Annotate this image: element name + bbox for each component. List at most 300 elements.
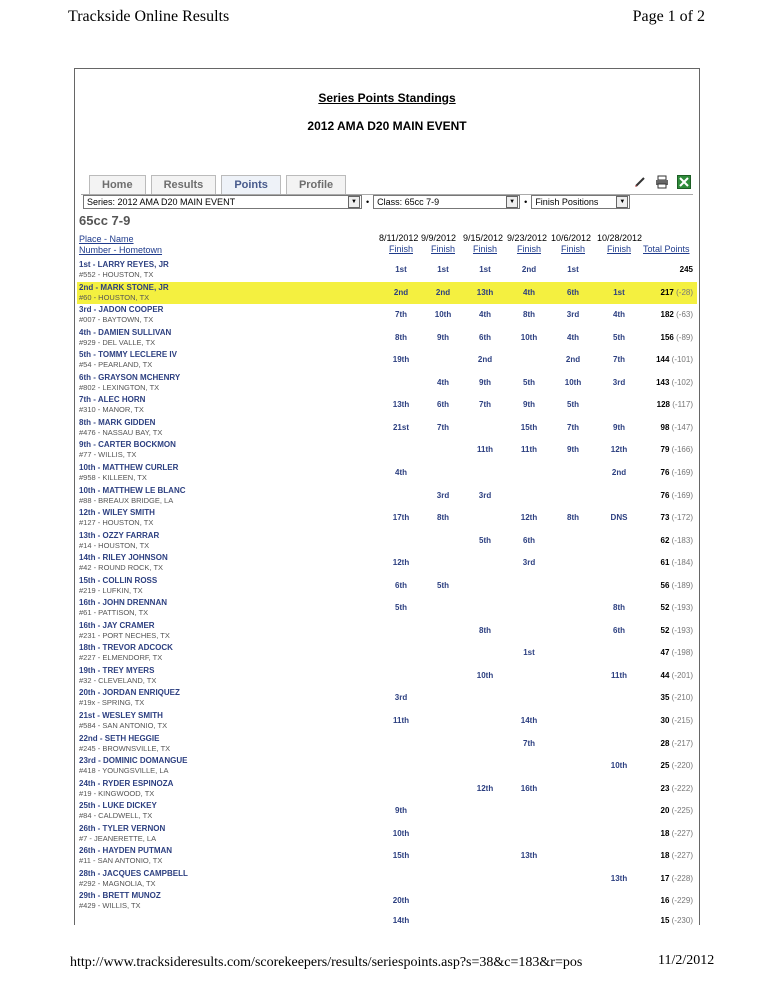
table-row (77, 845, 697, 867)
points-behind-leader: (-215) (671, 716, 693, 725)
finish-position-cell: 8th (523, 310, 535, 320)
finish-position-cell: 5th (437, 580, 449, 590)
rider-name-link[interactable]: 6th - GRAYSON MCHENRY (79, 372, 181, 382)
finish-position-cell: 7th (479, 400, 491, 410)
points-value: 182 (660, 310, 674, 320)
finish-position-cell: 2nd (393, 287, 409, 297)
total-points-cell (613, 603, 693, 612)
total-points-cell (613, 896, 693, 905)
total-points-cell (613, 693, 693, 702)
finish-position-cell: 16th (520, 783, 538, 793)
rider-number-hometown: #14 - HOUSTON, TX (79, 540, 150, 550)
table-row (77, 665, 697, 687)
finish-column-header[interactable]: Finish (430, 244, 455, 254)
series-select[interactable] (83, 195, 362, 209)
rider-name-link[interactable]: 25th - LUKE DICKEY (79, 801, 157, 811)
rider-number-hometown: #7 - JEANERETTE, LA (79, 833, 157, 843)
place-name-header[interactable]: Place - Name (79, 234, 134, 244)
finish-position-cell: 1st (437, 265, 449, 274)
series-title: 2012 AMA D20 MAIN EVENT (307, 119, 467, 133)
event-date-header: 9/15/2012 (463, 233, 504, 243)
total-points-cell (613, 648, 693, 657)
finish-position-cell: 11th (520, 445, 537, 455)
finish-position-cell: 8th (437, 513, 449, 523)
finish-position-cell: 6th (437, 400, 449, 410)
finish-position-cell: 1st (395, 265, 407, 274)
page-title: Series Points Standings (318, 91, 456, 105)
finish-position-cell: 2nd (521, 265, 537, 274)
finish-position-cell: 4th (613, 310, 625, 320)
finish-position-cell: 8th (613, 603, 625, 613)
points-behind-leader: (-101) (671, 355, 693, 365)
points-behind-leader: (-228) (671, 873, 693, 883)
finish-position-cell: 10th (564, 377, 582, 387)
finish-position-cell: 17th (392, 513, 410, 523)
finish-position-cell: 13th (392, 400, 410, 410)
finish-position-cell: 1st (613, 287, 625, 297)
points-value: 28 (660, 738, 670, 748)
points-behind-leader: (-63) (676, 310, 693, 320)
series-select-value: Series: 2012 AMA D20 MAIN EVENT (87, 197, 236, 207)
rider-number-hometown: #231 - PORT NECHES, TX (79, 630, 170, 640)
rider-number-hometown: #802 - LEXINGTON, TX (79, 382, 160, 392)
chevron-down-icon: ▼ (616, 196, 628, 208)
rider-number-hometown: #227 - ELMENDORF, TX (79, 653, 163, 663)
finish-position-cell: 1st (479, 265, 491, 274)
points-value: 18 (660, 828, 670, 838)
finish-position-cell: 3rd (612, 377, 626, 387)
rider-name-link[interactable]: 20th - JORDAN ENRIQUEZ (79, 688, 180, 698)
points-behind-leader: (-227) (671, 851, 693, 861)
finish-column-header[interactable]: Finish (606, 244, 631, 254)
finish-position-cell: 4th (567, 332, 579, 342)
separator-dot: • (524, 197, 528, 207)
finish-position-cell: 12th (476, 783, 494, 793)
finish-position-cell: 1st (567, 265, 579, 274)
points-behind-leader: (-183) (671, 535, 693, 545)
points-value: 217 (660, 287, 674, 297)
finish-position-cell: 7th (567, 422, 579, 432)
event-date-header: 10/6/2012 (551, 233, 592, 243)
printer-icon[interactable] (655, 175, 669, 189)
table-row (77, 733, 697, 755)
total-points-cell (613, 874, 693, 883)
rider-number-hometown: #88 - BREAUX BRIDGE, LA (79, 495, 174, 505)
table-row (77, 823, 697, 845)
finish-position-cell: 10th (434, 310, 452, 320)
finish-position-cell: 11th (476, 445, 493, 455)
total-points-cell (613, 445, 693, 454)
points-behind-leader: (-89) (676, 332, 693, 342)
finish-position-cell: 12th (392, 558, 410, 568)
points-behind-leader: (-166) (671, 445, 693, 455)
tab-profile[interactable]: Profile (286, 175, 346, 196)
rider-name-link[interactable]: 28th - JACQUES CAMPBELL (79, 868, 188, 878)
finish-position-cell: 8th (479, 625, 491, 635)
rider-name-link[interactable]: 22nd - SETH HEGGIE (79, 733, 160, 743)
points-value: 16 (660, 896, 670, 906)
event-date-header: 9/9/2012 (421, 233, 457, 243)
event-date-header: 9/23/2012 (507, 233, 548, 243)
excel-icon[interactable] (677, 175, 691, 189)
table-row (77, 394, 697, 416)
points-behind-leader: (-28) (676, 287, 693, 297)
points-value: 245 (679, 265, 693, 274)
table-row (77, 282, 697, 304)
finish-position-cell: 3rd (394, 693, 408, 703)
rider-name-link[interactable]: 16th - JAY CRAMER (79, 620, 155, 630)
table-row (77, 913, 697, 925)
event-date-header: 8/11/2012 (379, 233, 419, 243)
finish-column-header[interactable]: Finish (388, 244, 413, 254)
table-row (77, 710, 697, 732)
total-points-cell (613, 716, 693, 725)
table-row (77, 462, 697, 484)
print-footer-url: http://www.tracksideresults.com/scorekeepers/results/seriespoints.asp?s=38&c=183&r=pos (70, 955, 583, 970)
print-header-title: Trackside Online Results (68, 8, 230, 25)
table-row (77, 575, 697, 597)
rider-name-link[interactable]: 19th - TREY MYERS (79, 665, 155, 675)
rider-number-hometown: #310 - MANOR, TX (79, 405, 144, 415)
table-row (77, 439, 697, 461)
points-behind-leader: (-227) (671, 828, 693, 838)
points-value: 17 (660, 873, 670, 883)
finish-position-cell: 15th (392, 851, 410, 861)
tab-results[interactable]: Results (151, 175, 217, 196)
table-row (77, 800, 697, 822)
rider-number-hometown: #584 - SAN ANTONIO, TX (79, 721, 168, 730)
finish-position-cell: 9th (613, 422, 625, 432)
total-points-cell (613, 581, 693, 590)
points-behind-leader: (-102) (671, 377, 693, 387)
points-behind-leader: (-184) (671, 558, 693, 568)
finish-position-cell: 9th (395, 806, 407, 816)
finish-position-cell: 1st (523, 648, 535, 658)
total-points-cell (613, 806, 693, 815)
points-behind-leader: (-225) (671, 806, 693, 816)
table-row (77, 642, 697, 664)
points-behind-leader: (-222) (671, 783, 693, 793)
finish-position-cell: 7th (437, 422, 449, 432)
rider-name-link[interactable]: 5th - TOMMY LECLERE IV (79, 350, 177, 360)
class-select[interactable] (373, 195, 520, 209)
table-row (77, 507, 697, 529)
rider-number-hometown: #958 - KILLEEN, TX (79, 472, 147, 482)
rider-number-hometown: #127 - HOUSTON, TX (79, 518, 154, 528)
points-value: 143 (656, 377, 670, 387)
finish-position-cell: 5th (613, 332, 625, 342)
finish-position-cell: 13th (476, 287, 494, 297)
finish-position-cell: 14th (520, 716, 538, 725)
table-row (77, 868, 697, 890)
rider-name-link[interactable]: 23rd - DOMINIC DOMANGUE (79, 756, 188, 766)
class-select-value: Class: 65cc 7-9 (377, 197, 440, 207)
separator-dot: • (366, 197, 370, 207)
chevron-down-icon: ▼ (506, 196, 518, 208)
rider-name-link[interactable]: 7th - ALEC HORN (79, 395, 146, 405)
tab-home[interactable]: Home (89, 175, 146, 196)
table-row (77, 597, 697, 619)
finish-position-cell: 11th (610, 670, 627, 680)
points-behind-leader: (-230) (671, 915, 693, 925)
table-row (77, 755, 697, 777)
table-row (77, 778, 697, 800)
points-behind-leader: (-198) (671, 648, 693, 658)
points-value: 61 (660, 558, 670, 568)
finish-position-cell: 3rd (478, 490, 492, 500)
finish-position-cell: 6th (567, 287, 579, 297)
points-value: 98 (660, 422, 670, 432)
finish-position-cell: 4th (395, 467, 407, 477)
column-header-place[interactable] (79, 234, 162, 256)
rider-name-link[interactable]: 24th - RYDER ESPINOZA (79, 778, 174, 788)
finish-position-cell: 6th (395, 580, 407, 590)
tab-points[interactable]: Points (221, 175, 281, 196)
page-frame (74, 68, 700, 925)
rider-name-link[interactable]: 26th - HAYDEN PUTMAN (79, 846, 173, 856)
finish-position-cell: 3rd (522, 558, 536, 568)
points-behind-leader: (-172) (671, 513, 693, 523)
rider-number-hometown: #292 - MAGNOLIA, TX (79, 878, 156, 888)
table-row (77, 349, 697, 371)
total-points-cell (613, 536, 693, 545)
rider-number-hometown: #476 - NASSAU BAY, TX (79, 427, 163, 437)
points-behind-leader: (-193) (671, 625, 693, 635)
points-value: 156 (660, 332, 674, 342)
points-behind-leader: (-193) (671, 603, 693, 613)
table-row (77, 327, 697, 349)
rider-name-link[interactable]: 15th - COLLIN ROSS (79, 575, 158, 585)
print-page-number: Page 1 of 2 (632, 8, 705, 25)
table-row (77, 530, 697, 552)
points-value: 25 (660, 761, 670, 771)
rider-name-link[interactable]: 18th - TREVOR ADCOCK (79, 643, 173, 653)
finish-position-cell: 10th (610, 761, 628, 771)
rider-number-hometown: #54 - PEARLAND, TX (79, 360, 153, 370)
points-behind-leader: (-189) (671, 580, 693, 590)
table-row (77, 259, 697, 281)
rider-number-hometown: #32 - CLEVELAND, TX (79, 675, 157, 685)
finish-position-cell: 8th (567, 513, 579, 523)
finish-position-cell: 10th (520, 332, 538, 342)
points-value: 73 (660, 513, 670, 523)
points-behind-leader: (-169) (671, 490, 693, 500)
points-behind-leader: (-210) (671, 693, 693, 703)
points-value: 20 (660, 806, 670, 816)
table-row (77, 687, 697, 709)
rider-name-link[interactable]: 16th - JOHN DRENNAN (79, 598, 168, 608)
rider-name-link[interactable]: 26th - TYLER VERNON (79, 823, 166, 833)
rider-number-hometown: #42 - ROUND ROCK, TX (79, 563, 164, 573)
finish-position-cell: 2nd (477, 355, 493, 365)
rider-number-hometown: #007 - BAYTOWN, TX (79, 315, 154, 325)
rider-number-hometown: #84 - CALDWELL, TX (79, 811, 153, 821)
points-behind-leader: (-147) (671, 422, 693, 432)
finish-position-cell: 2nd (611, 467, 627, 477)
points-value: 52 (660, 603, 670, 613)
rider-name-link[interactable]: 21st - WESLEY SMITH (79, 711, 163, 720)
rider-name-link[interactable]: 2nd - MARK STONE, JR (79, 282, 169, 292)
rider-name-link[interactable]: 14th - RILEY JOHNSON (79, 553, 168, 563)
rider-number-hometown: #61 - PATTISON, TX (79, 608, 149, 618)
rider-number-hometown: #60 - HOUSTON, TX (79, 292, 150, 302)
total-points-cell (613, 851, 693, 860)
rider-number-hometown: #929 - DEL VALLE, TX (79, 337, 156, 347)
table-row (77, 485, 697, 507)
finish-position-cell: 2nd (435, 287, 451, 297)
points-value: 18 (660, 851, 670, 861)
points-behind-leader: (-217) (671, 738, 693, 748)
rider-number-hometown: #19x - SPRING, TX (79, 698, 145, 708)
finish-position-cell: 21st (392, 422, 409, 432)
total-points-cell (613, 333, 693, 342)
points-value: 76 (660, 490, 670, 500)
finish-position-cell: 7th (523, 738, 535, 748)
finish-position-cell: 5th (567, 400, 579, 410)
points-value: 76 (660, 467, 670, 477)
points-value: 128 (656, 400, 671, 410)
finish-position-cell: 4th (479, 310, 491, 320)
finish-position-cell: 9th (567, 445, 579, 455)
rider-name-link[interactable]: 29th - BRETT MUNOZ (79, 891, 161, 901)
tab-bar (89, 175, 351, 195)
rider-name-link[interactable]: 1st - LARRY REYES, JR (79, 260, 169, 269)
finish-position-cell: 3rd (566, 310, 580, 320)
rider-name-link[interactable]: 8th - MARK GIDDEN (79, 417, 156, 427)
finish-position-cell: DNS (610, 513, 628, 523)
rider-number-hometown: #19 - KINGWOOD, TX (79, 788, 155, 798)
rider-name-link[interactable]: 12th - WILEY SMITH (79, 508, 155, 518)
finish-position-cell: 14th (392, 915, 410, 925)
class-heading: 65cc 7-9 (79, 213, 131, 228)
finish-position-cell: 4th (437, 377, 449, 387)
total-points-cell (613, 288, 693, 297)
print-footer-date: 11/2/2012 (658, 953, 715, 968)
number-hometown-header[interactable]: Number - Hometown (79, 245, 163, 255)
table-row (77, 417, 697, 439)
finish-position-cell: 6th (613, 625, 625, 635)
rider-name-link[interactable]: 10th - MATTHEW LE BLANC (79, 485, 186, 495)
finish-position-cell: 19th (392, 355, 410, 365)
points-value: 47 (660, 648, 670, 658)
total-points-cell (613, 671, 693, 680)
chevron-down-icon: ▼ (348, 196, 360, 208)
total-points-cell (613, 400, 693, 409)
finish-position-cell: 10th (392, 828, 410, 838)
rider-name-link[interactable]: 13th - OZZY FARRAR (79, 530, 160, 540)
total-points-cell (613, 739, 693, 748)
total-points-cell (613, 916, 693, 925)
rider-name-link[interactable]: 10th - MATTHEW CURLER (79, 462, 179, 472)
points-value: 52 (660, 625, 670, 635)
table-row (77, 890, 697, 912)
event-date-header: 10/28/2012 (597, 233, 643, 243)
finish-position-cell: 3rd (436, 490, 450, 500)
rider-number-hometown: #552 - HOUSTON, TX (79, 270, 154, 279)
finish-position-cell: 13th (520, 851, 538, 861)
rider-number-hometown: #11 - SAN ANTONIO, TX (79, 856, 163, 866)
total-points-cell (613, 761, 693, 770)
finish-position-cell: 12th (610, 445, 628, 455)
finish-position-cell: 7th (613, 355, 625, 365)
pen-icon[interactable] (633, 175, 647, 189)
points-behind-leader: (-201) (671, 670, 693, 680)
total-points-header[interactable]: Total Points (643, 244, 690, 254)
finish-position-cell: 5th (395, 603, 407, 613)
total-points-cell (613, 378, 693, 387)
finish-position-cell: 15th (520, 422, 538, 432)
table-row (77, 620, 697, 642)
points-value: 56 (660, 580, 670, 590)
finish-column-header[interactable]: Finish (560, 244, 585, 254)
total-points-cell (613, 491, 693, 500)
total-points-cell (613, 513, 693, 522)
total-points-cell (613, 626, 693, 635)
total-points-cell (613, 310, 693, 319)
finish-position-cell: 7th (395, 310, 407, 320)
points-value: 30 (660, 716, 670, 725)
rider-number-hometown: #429 - WILLIS, TX (79, 901, 141, 911)
points-value: 15 (660, 915, 670, 925)
filter-bar (83, 195, 630, 209)
finish-position-cell: 8th (395, 332, 407, 342)
finish-position-cell: 12th (520, 513, 538, 523)
points-value: 35 (660, 693, 670, 703)
finish-position-cell: 6th (523, 535, 535, 545)
points-value: 62 (660, 535, 670, 545)
total-points-cell (613, 829, 693, 838)
finish-column-header[interactable]: Finish (472, 244, 497, 254)
points-value: 144 (656, 355, 670, 365)
finish-position-cell: 20th (392, 896, 410, 906)
points-behind-leader: (-169) (671, 467, 693, 477)
points-value: 79 (660, 445, 670, 455)
rider-number-hometown: #418 - YOUNGSVILLE, LA (79, 766, 169, 776)
toolbar (633, 175, 691, 189)
finish-position-cell: 5th (523, 377, 535, 387)
finish-position-cell: 4th (523, 287, 535, 297)
points-behind-leader: (-229) (671, 896, 693, 906)
finish-position-cell: 5th (479, 535, 491, 545)
rider-name-link[interactable]: 4th - DAMIEN SULLIVAN (79, 327, 172, 337)
total-points-cell (613, 355, 693, 364)
points-value: 23 (660, 783, 670, 793)
table-row (77, 372, 697, 394)
points-behind-leader: (-220) (671, 761, 693, 771)
points-value: 44 (660, 670, 670, 680)
finish-position-cell: 9th (479, 377, 491, 387)
total-points-cell (613, 784, 693, 793)
finish-position-cell: 11th (392, 716, 409, 725)
finish-position-cell: 9th (437, 332, 449, 342)
mode-select-value: Finish Positions (535, 197, 599, 207)
finish-column-header[interactable]: Finish (516, 244, 541, 254)
points-behind-leader: (-117) (672, 400, 693, 410)
finish-position-cell: 10th (476, 670, 494, 680)
rider-number-hometown: #77 - WILLIS, TX (79, 450, 137, 460)
rider-name-link[interactable]: 9th - CARTER BOCKMON (79, 440, 176, 450)
finish-position-cell: 9th (523, 400, 535, 410)
total-points-cell (613, 468, 693, 477)
table-row (77, 304, 697, 326)
rider-number-hometown: #245 - BROWNSVILLE, TX (79, 743, 171, 753)
rider-name-link[interactable]: 3rd - JADON COOPER (79, 305, 164, 315)
finish-position-cell: 2nd (565, 355, 581, 365)
mode-select[interactable] (531, 195, 630, 209)
total-points-cell (613, 558, 693, 567)
table-row (77, 552, 697, 574)
rider-number-hometown: #219 - LUFKIN, TX (79, 585, 143, 595)
